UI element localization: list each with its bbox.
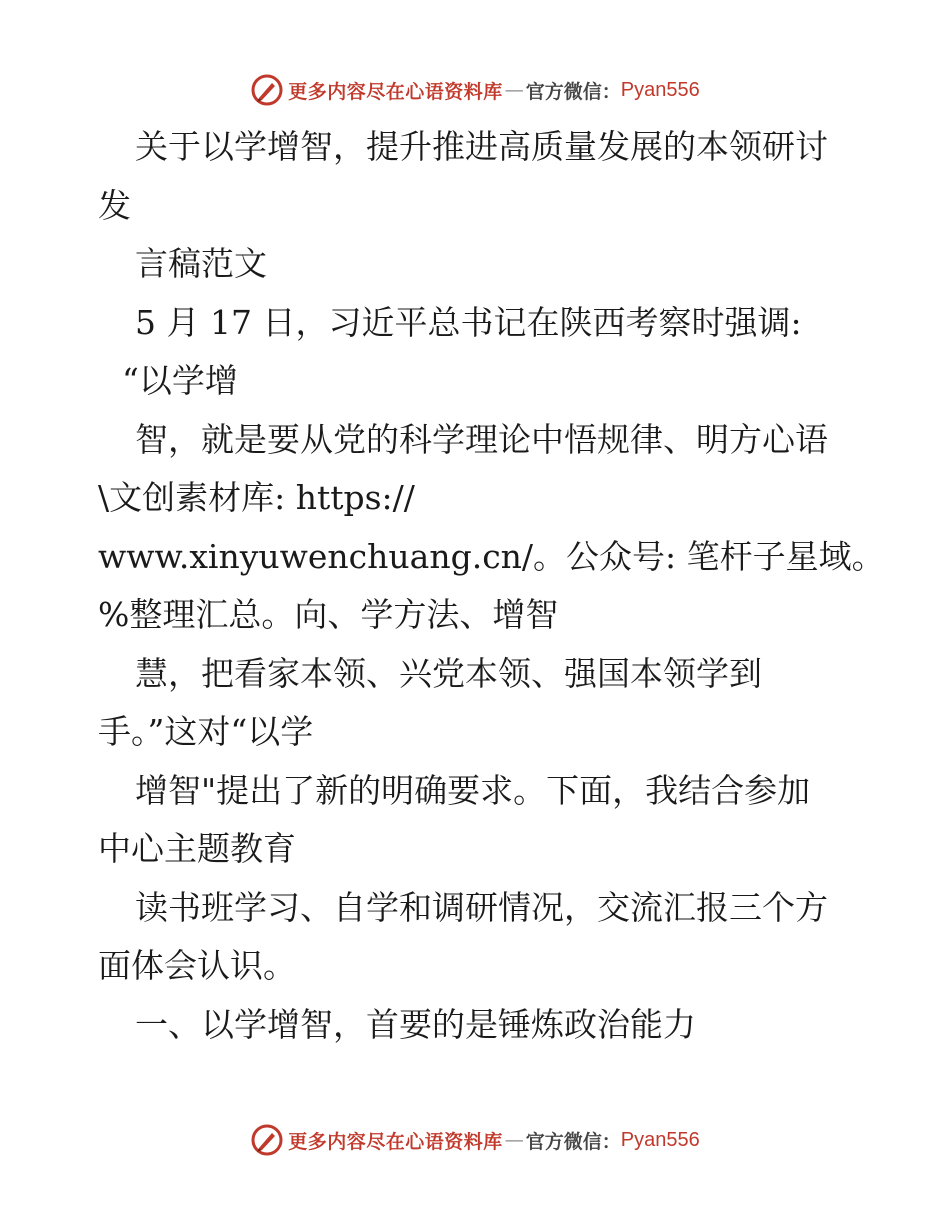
banner-separator: — <box>504 79 524 101</box>
doc-line: \文创素材库: https:// <box>98 478 415 517</box>
pen-logo-icon <box>250 73 284 107</box>
doc-line: 言稿范文 <box>135 244 267 283</box>
banner-wechat-id: Pyan556 <box>620 1128 700 1151</box>
header-watermark-banner <box>0 70 950 110</box>
banner-wechat-label: 官方微信： <box>525 80 621 103</box>
pen-logo-icon <box>250 1123 284 1157</box>
banner-text: 更多内容尽在心语资料库 <box>288 1130 503 1153</box>
doc-line: 5 月 17 日，习近平总书记在陕西考察时强调: <box>135 302 802 342</box>
doc-line: www.xinyuwenchuang.cn/。公众号: 笔杆子星域。 <box>98 536 885 576</box>
doc-line: 面体会认识。 <box>98 946 296 985</box>
banner-separator: — <box>504 1129 524 1151</box>
doc-line: “以学增 <box>122 361 238 400</box>
doc-line: 手。”这对“以学 <box>98 712 314 751</box>
doc-line: 增智"提出了新的明确要求。下面，我结合参加 <box>135 770 811 810</box>
footer-watermark-banner <box>0 1120 950 1160</box>
banner-wechat-label: 官方微信： <box>525 1130 621 1153</box>
section-heading: 一、以学增智，首要的是锤炼政治能力 <box>135 1004 696 1044</box>
doc-line: 发 <box>98 185 131 225</box>
doc-line: 读书班学习、自学和调研情况，交流汇报三个方 <box>135 887 828 927</box>
doc-line: 智，就是要从党的科学理论中悟规律、明方心语 <box>135 419 828 459</box>
banner-wechat-id: Pyan556 <box>620 78 700 101</box>
doc-line: %整理汇总。向、学方法、增智 <box>98 595 559 634</box>
document-body <box>98 118 885 1054</box>
banner-text: 更多内容尽在心语资料库 <box>288 80 503 103</box>
doc-line: 中心主题教育 <box>98 829 296 868</box>
doc-line: 慧，把看家本领、兴党本领、强国本领学到 <box>135 653 762 693</box>
doc-line: 关于以学增智，提升推进高质量发展的本领研讨 <box>135 127 828 166</box>
